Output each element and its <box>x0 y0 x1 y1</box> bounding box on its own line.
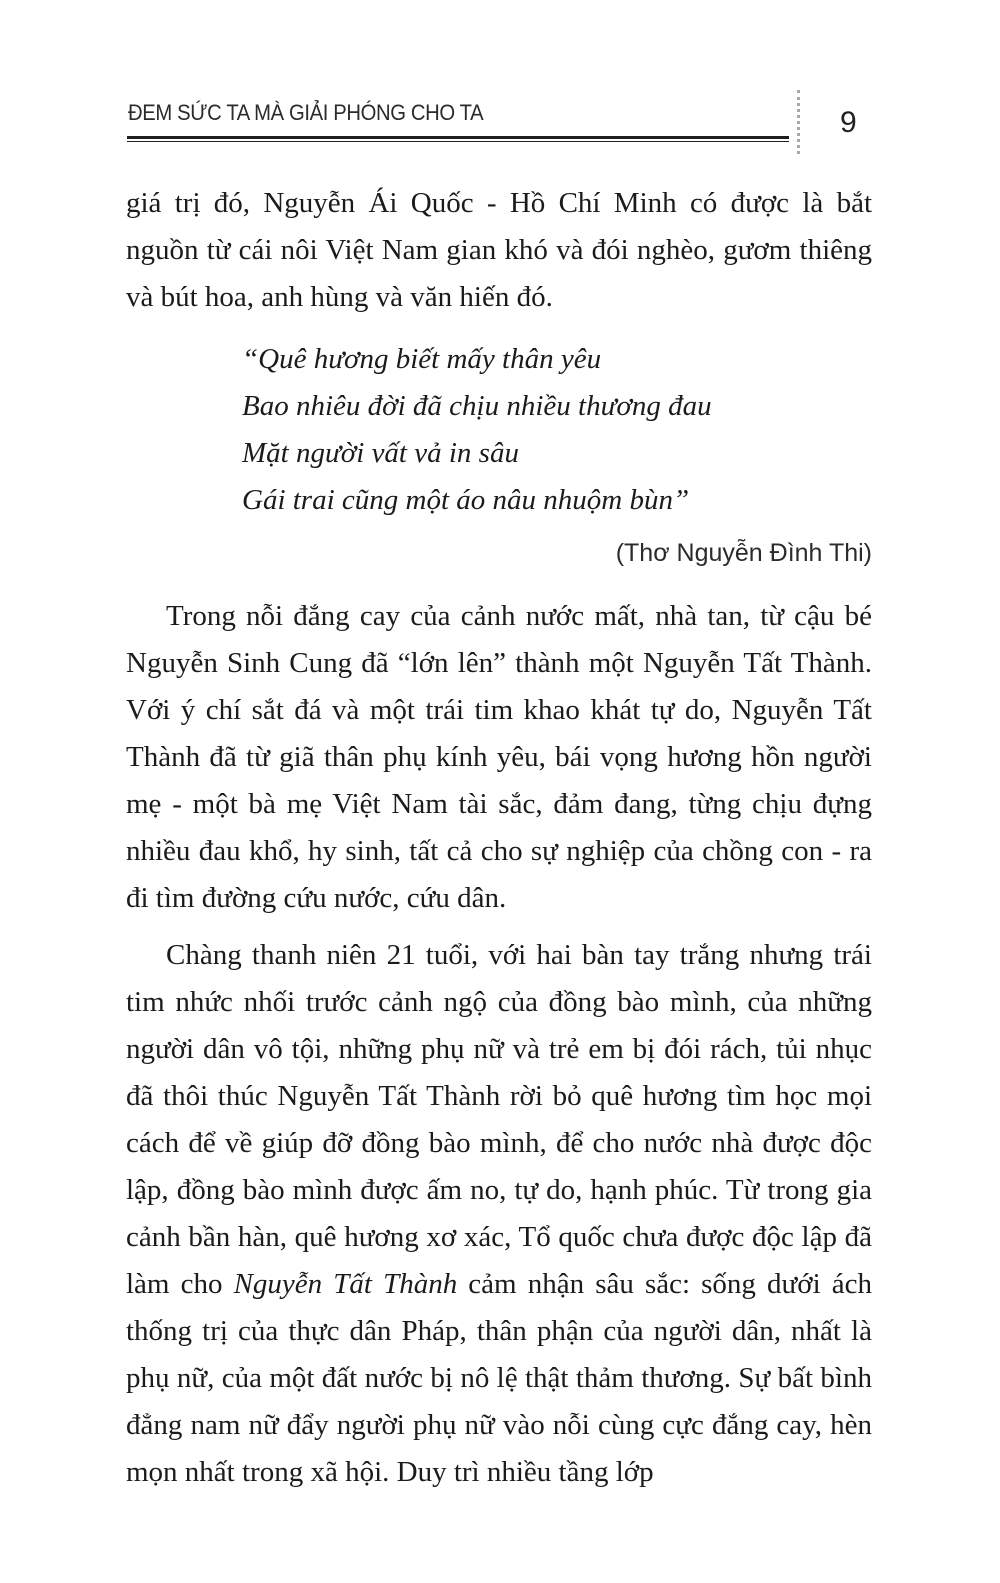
paragraph-three-part-one: Chàng thanh niên 21 tuổi, với hai bàn tay trắng nhưng trái tim nhức nhối trước cảnh ngộ của đồng bào mình, của những người dân vô tội, những phụ nữ và trẻ em bị đói rách, tủi nhục đã thôi thúc Nguyễn Tất Thành rời bỏ quê hương tìm học mọi cách để về giúp đỡ đồng bào mình, để cho nước nhà được độc lập, đồng bào mình được ấm no, tự do, hạnh phúc. Từ trong gia cảnh bần hàn, quê hương xơ xác, Tổ quốc chưa được độc lập đã làm cho <box>126 939 872 1300</box>
paragraph-three-italic-name: Nguyễn Tất Thành <box>233 1268 458 1300</box>
header-dotted-separator <box>797 90 800 154</box>
poem-line-1: “Quê hương biết mấy thân yêu <box>242 343 602 375</box>
paragraph-two: Trong nỗi đắng cay của cảnh nước mất, nhà tan, từ cậu bé Nguyễn Sinh Cung đã “lớn lên” thành một Nguyễn Tất Thành. Với ý chí sắt đá và một trái tim khao khát tự do, Nguyễn Tất Thành đã từ giã thân phụ kính yêu, bái vọng hương hồn người mẹ - một bà mẹ Việt Nam tài sắc, đảm đang, từng chịu đựng nhiều đau khổ, hy sinh, tất cả cho sự nghiệp của chồng con - ra đi tìm đường cứu nước, cứu dân. <box>126 600 872 914</box>
poem-line-2: Bao nhiêu đời đã chịu nhiều thương đau <box>242 390 712 422</box>
poem-line-4: Gái trai cũng một áo nâu nhuộm bùn” <box>242 484 690 516</box>
paragraph-three-part-two: cảm nhận sâu sắc: sống dưới ách thống trị của thực dân Pháp, thân phận của người dân, nhất là phụ nữ, của một đất nước bị nô lệ thật thảm thương. Sự bất bình đẳng nam nữ đẩy người phụ nữ vào nỗi cùng cực đắng cay, hèn mọn nhất trong xã hội. Duy trì nhiều tầng lớp <box>126 1268 873 1488</box>
poem-quote <box>242 336 872 577</box>
page-number: 9 <box>840 106 857 139</box>
header-double-rule <box>127 136 789 142</box>
paragraph-three <box>126 932 872 1496</box>
paragraph-continuation: giá trị đó, Nguyễn Ái Quốc - Hồ Chí Minh có được là bắt nguồn từ cái nôi Việt Nam gian khó và đói nghèo, gươm thiêng và bút hoa, anh hùng và văn hiến đó. <box>126 187 872 313</box>
running-header-title: ĐEM SỨC TA MÀ GIẢI PHÓNG CHO TA <box>128 100 484 125</box>
poem-line-3: Mặt người vất vả in sâu <box>242 437 519 469</box>
poem-attribution: (Thơ Nguyễn Đình Thi) <box>615 539 872 567</box>
page-content <box>126 180 872 1496</box>
